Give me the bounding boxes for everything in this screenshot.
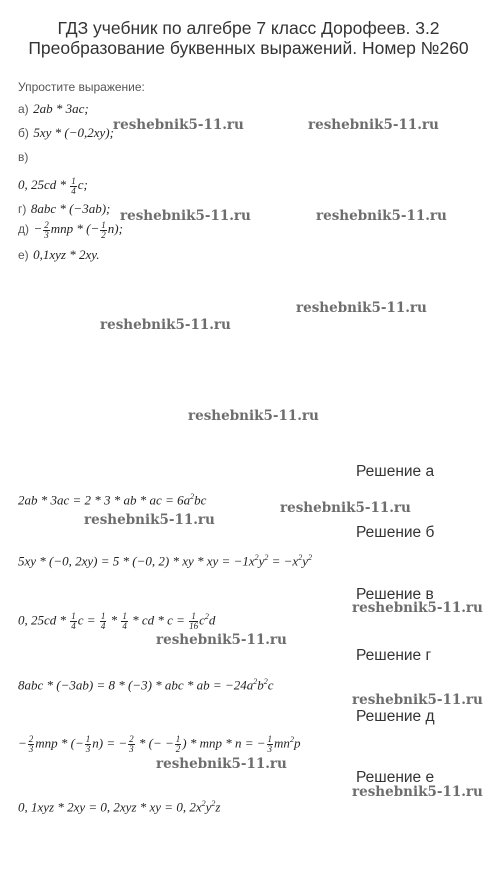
task-item-e <box>18 246 100 264</box>
task-item-b <box>18 124 114 142</box>
watermark: reshebnik5-11.ru <box>113 117 244 133</box>
solution-v: 0, 25cd * $\frac{1}{4}$ c = $\frac{1}{4}$ * $\frac{1}{4}$ * cd * c = $\frac{1}{16}$ $c^2d$ <box>18 611 216 631</box>
solution-heading-d: Решение д <box>356 708 435 725</box>
solution-heading-v: Решение в <box>356 586 434 603</box>
task-label: а) <box>18 102 29 116</box>
title-line-2: Преобразование буквенных выражений. Номер №260 <box>28 38 469 58</box>
task-label: е) <box>18 248 29 262</box>
watermark: reshebnik5-11.ru <box>316 208 447 224</box>
watermark: reshebnik5-11.ru <box>308 117 439 133</box>
solution-b: 5xy * (−0, 2xy) = 5 * (−0, 2) * xy * xy = $-1x^2y^2 = -x^2y^2$ <box>18 553 312 569</box>
task-label: г) <box>18 202 27 216</box>
task-label: в) <box>18 150 29 164</box>
task-expr: 8abc * (−3ab); <box>30 201 111 216</box>
task-label: б) <box>18 126 29 140</box>
watermark: reshebnik5-11.ru <box>120 208 251 224</box>
watermark: reshebnik5-11.ru <box>280 500 411 516</box>
solution-heading-g: Решение г <box>356 647 432 664</box>
task-expr: 0, 25cd * $\frac{1}{4}$ c; <box>18 175 88 196</box>
watermark: reshebnik5-11.ru <box>156 632 287 648</box>
page-title <box>0 18 497 58</box>
solution-d: − $\frac{2}{3}$ mnp * (− $\frac{1}{3}$ n) = − $\frac{2}{3}$ * (− − $\frac{1}{2}$ ) * mnp * n = − $\frac{1}{3}$ $mn^2p$ <box>18 734 301 754</box>
task-expr: 2ab * 3ac; <box>33 101 89 116</box>
watermark: reshebnik5-11.ru <box>156 756 287 772</box>
solution-heading-a: Решение а <box>356 463 435 480</box>
solution-g: 8abc * (−3ab) = 8 * (−3) * abc * ab = $-24a^2b^2c$ <box>18 677 274 693</box>
task-expr: − $\frac{2}{3}$ mnp * (− $\frac{1}{2}$ n); <box>33 219 123 240</box>
task-label: д) <box>18 222 29 236</box>
task-item-g <box>18 200 110 218</box>
task-item-a <box>18 100 89 118</box>
watermark: reshebnik5-11.ru <box>352 600 483 616</box>
task-prompt: Упростите выражение: <box>18 80 145 94</box>
watermark: reshebnik5-11.ru <box>84 512 215 528</box>
solution-a: 2ab * 3ac = 2 * 3 * ab * ac = $6a^2bc$ <box>18 492 207 508</box>
watermark: reshebnik5-11.ru <box>352 784 483 800</box>
task-item-v-expr <box>18 176 88 196</box>
watermark: reshebnik5-11.ru <box>188 408 319 424</box>
solution-e: 0, 1xyz * 2xy = 0, 2xyz * xy = 0, $2x^2y^2z$ <box>18 799 221 815</box>
title-line-1: ГДЗ учебник по алгебре 7 класс Дорофеев. 3.2 <box>57 18 440 38</box>
task-expr: 5xy * (−0,2xy); <box>33 125 114 140</box>
watermark: reshebnik5-11.ru <box>296 300 427 316</box>
task-expr: 0,1xyz * 2xy. <box>33 247 100 262</box>
watermark: reshebnik5-11.ru <box>352 692 483 708</box>
task-item-v <box>18 148 28 166</box>
solution-heading-e: Решение е <box>356 769 435 786</box>
watermark: reshebnik5-11.ru <box>100 317 231 333</box>
solution-heading-b: Решение б <box>356 524 435 541</box>
task-item-d <box>18 220 123 240</box>
